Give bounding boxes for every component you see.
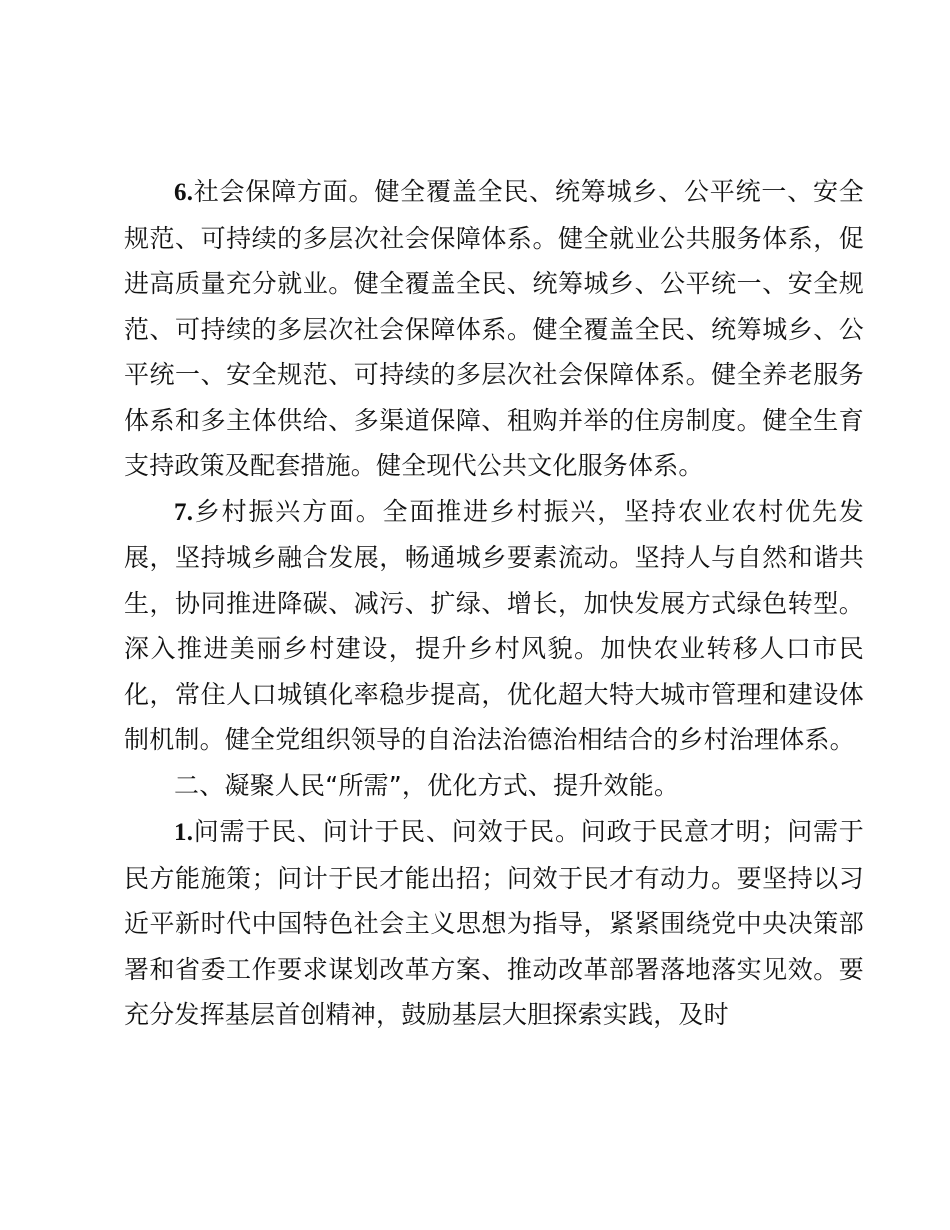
document-body (124, 169, 864, 1038)
section-heading (124, 763, 864, 810)
paragraph-text: 问需于民、问计于民、问效于民。问政于民意才明；问需于民方能施策；问计于民才能出招；问效于民才有动力。要坚持以习近平新时代中国特色社会主义思想为指导，紧紧围绕党中央决策部署和省委工作要求谋划改革方案、推动改革部署落地落实见效。要充分发挥基层首创精神，鼓励基层大胆探索实践，及时 (124, 817, 864, 1029)
paragraph-number: 1. (174, 819, 194, 846)
paragraph-rural-revitalization (124, 489, 864, 763)
paragraph-number: 6. (174, 179, 194, 206)
paragraph-consult-people (124, 809, 864, 1038)
paragraph-text: 社会保障方面。健全覆盖全民、统筹城乡、公平统一、安全规范、可持续的多层次社会保障体系。健全就业公共服务体系，促进高质量充分就业。健全覆盖全民、统筹城乡、公平统一、安全规范、可持续的多层次社会保障体系。健全覆盖全民、统筹城乡、公平统一、安全规范、可持续的多层次社会保障体系。健全养老服务体系和多主体供给、多渠道保障、租购并举的住房制度。健全生育支持政策及配套措施。健全现代公共文化服务体系。 (124, 177, 864, 480)
paragraph-social-security (124, 169, 864, 489)
paragraph-number: 7. (174, 498, 194, 526)
heading-text: 二、凝聚人民“所需”，优化方式、提升效能。 (174, 770, 680, 800)
paragraph-text: 乡村振兴方面。全面推进乡村振兴，坚持农业农村优先发展，坚持城乡融合发展，畅通城乡要素流动。坚持人与自然和谐共生，协同推进降碳、减污、扩绿、增长，加快发展方式绿色转型。深入推进美丽乡村建设，提升乡村风貌。加快农业转移人口市民化，常住人口城镇化率稳步提高，优化超大特大城市管理和建设体制机制。健全党组织领导的自治法治德治相结合的乡村治理体系。 (124, 496, 864, 754)
